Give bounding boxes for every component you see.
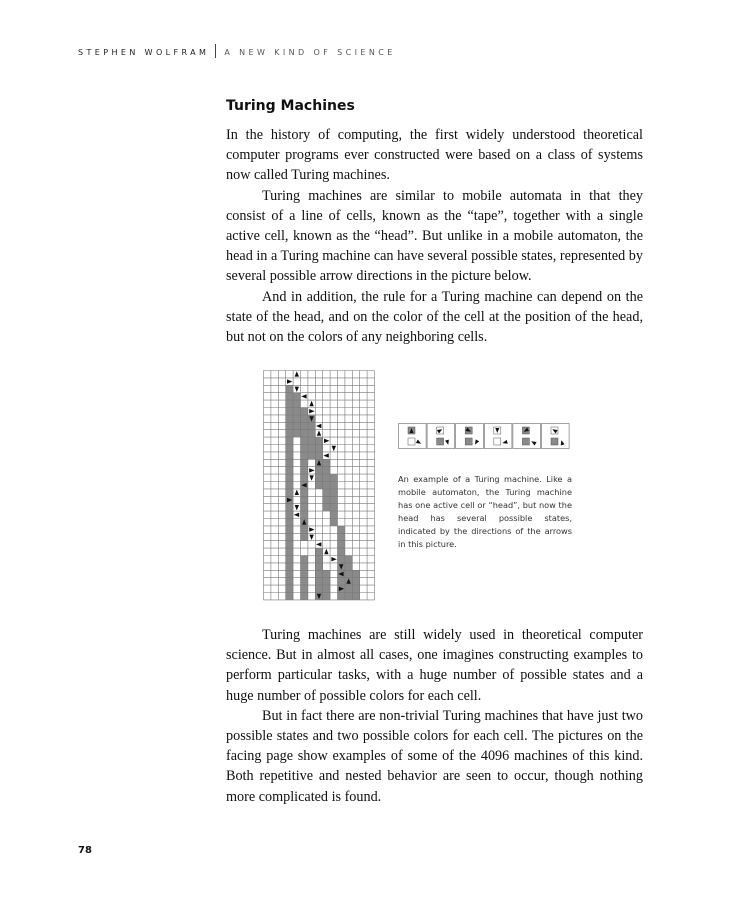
dark-cell [301, 422, 308, 429]
dark-cell [315, 563, 322, 570]
dark-cell [323, 585, 330, 592]
dark-cell [338, 548, 345, 555]
head-arrow-icon [332, 446, 336, 451]
head-arrow-icon [309, 535, 313, 540]
dark-cell [301, 526, 308, 533]
dark-cell [286, 511, 293, 518]
head-arrow-icon [295, 505, 299, 510]
head-arrow-icon [295, 490, 299, 495]
dark-cell [315, 570, 322, 577]
dark-cell [315, 452, 322, 459]
head-arrow-icon [309, 401, 313, 406]
rule-case [542, 424, 570, 449]
dark-cell [286, 563, 293, 570]
paragraph: Turing machines are still widely used in theoretical computer science. But in almost all cases, one imagines constructing examples to perform particular tasks, with a huge number of possible states and a huge number of possible colors for each cell. [226, 627, 643, 704]
head-arrow-icon [309, 409, 314, 413]
running-head [78, 44, 396, 58]
dark-cell [323, 593, 330, 600]
dark-cell [330, 511, 337, 518]
dark-cell [293, 415, 300, 422]
dark-cell [286, 422, 293, 429]
dark-cell [286, 504, 293, 511]
paragraph: But in fact there are non-trivial Turing machines that have just two possible states and two possible colors for each cell. The pictures on the facing page show examples of some of the 4096 machines of this kind. Both repetitive and nested behavior are seen to occur, though nothing more complicated is found. [226, 707, 643, 805]
head-arrow-icon [331, 557, 336, 561]
dark-cell [338, 556, 345, 563]
dark-cell [338, 593, 345, 600]
dark-cell [315, 474, 322, 481]
dark-cell [308, 422, 315, 429]
dark-cell [352, 585, 359, 592]
head-arrow-icon [301, 394, 306, 398]
head-arrow-icon [309, 475, 313, 480]
head-arrow-icon [324, 549, 328, 554]
dark-cell [315, 482, 322, 489]
dark-cell [308, 445, 315, 452]
dark-cell [301, 533, 308, 540]
dark-cell [308, 430, 315, 437]
dark-cell [315, 437, 322, 444]
dark-cell [286, 393, 293, 400]
dark-cell [301, 504, 308, 511]
dark-cell [301, 578, 308, 585]
dark-cell [345, 593, 352, 600]
dark-cell [286, 519, 293, 526]
dark-cell [352, 578, 359, 585]
dark-cell [315, 548, 322, 555]
dark-cell [286, 445, 293, 452]
dark-cell [323, 467, 330, 474]
dark-cell [315, 445, 322, 452]
dark-cell [301, 489, 308, 496]
dark-cell [338, 578, 345, 585]
dark-cell [293, 393, 300, 400]
dark-cell [301, 445, 308, 452]
dark-cell [330, 482, 337, 489]
dark-cell [286, 430, 293, 437]
dark-cell [323, 570, 330, 577]
head-arrow-icon [323, 453, 328, 457]
rule-case [399, 424, 427, 449]
dark-cell [330, 489, 337, 496]
dark-cell [286, 526, 293, 533]
dark-cell [286, 489, 293, 496]
dark-cell [301, 415, 308, 422]
dark-cell [330, 496, 337, 503]
rule-case [484, 424, 512, 449]
paragraph: And in addition, the rule for a Turing machine can depend on the state of the head, and on the color of the cell at the position of the head, but not on the colors of any neighboring cells. [226, 288, 643, 346]
dark-cell [301, 467, 308, 474]
dark-cell [301, 408, 308, 415]
dark-cell [301, 430, 308, 437]
head-arrow-icon [287, 379, 292, 383]
head-arrow-icon [324, 439, 329, 443]
turing-machine-evolution-figure [263, 370, 377, 603]
page-number: 78 [78, 845, 92, 856]
dark-cell [286, 385, 293, 392]
dark-cell [286, 548, 293, 555]
dark-cell [345, 563, 352, 570]
dark-cell [323, 496, 330, 503]
dark-cell [315, 585, 322, 592]
head-arrow-icon [295, 387, 299, 392]
dark-cell [352, 593, 359, 600]
dark-cell [345, 585, 352, 592]
dark-cell [286, 467, 293, 474]
dark-cell [323, 474, 330, 481]
head-arrow-icon [309, 527, 314, 531]
dark-cell [338, 533, 345, 540]
head-arrow-icon [295, 371, 299, 376]
dark-cell [286, 570, 293, 577]
dark-cell [286, 437, 293, 444]
head-arrow-icon [316, 542, 321, 546]
dark-cell [301, 496, 308, 503]
dark-cell [345, 570, 352, 577]
dark-cell [293, 422, 300, 429]
body-text-before-figure [226, 125, 643, 347]
dark-cell [286, 474, 293, 481]
dark-cell [293, 408, 300, 415]
head-arrow-icon [317, 430, 321, 435]
dark-cell [308, 437, 315, 444]
dark-cell [286, 585, 293, 592]
dark-cell [286, 408, 293, 415]
dark-cell [301, 556, 308, 563]
dark-cell [286, 482, 293, 489]
dark-cell [315, 467, 322, 474]
author-name: STEPHEN WOLFRAM [78, 48, 210, 57]
dark-cell [286, 533, 293, 540]
paragraph: Turing machines are similar to mobile automata in that they consist of a line of cells, known as the “tape”, together with a single active cell, known as the “head”. But unlike in a mobile automaton, the head in a Turing machine can have several possible states, represented by several possible arrow directions in the picture below. [226, 187, 643, 285]
book-title: A NEW KIND OF SCIENCE [224, 48, 396, 57]
dark-cell [301, 474, 308, 481]
paragraph: In the history of computing, the first widely understood theoretical computer programs ever constructed were based on a class of systems now called Turing machines. [226, 127, 643, 184]
dark-cell [301, 511, 308, 518]
dark-cell [286, 593, 293, 600]
dark-cell [323, 459, 330, 466]
dark-cell [286, 459, 293, 466]
dark-cell [352, 570, 359, 577]
dark-cell [301, 585, 308, 592]
dark-cell [301, 452, 308, 459]
rule-case [427, 424, 455, 449]
rule-case [456, 424, 484, 449]
rule-case [513, 424, 541, 449]
dark-cell [323, 489, 330, 496]
dark-cell [338, 541, 345, 548]
dark-cell [330, 474, 337, 481]
head-arrow-icon [294, 513, 299, 517]
dark-cell [286, 578, 293, 585]
turing-machine-rule-panel [398, 423, 570, 449]
dark-cell [301, 570, 308, 577]
dark-cell [293, 400, 300, 407]
section-title: Turing Machines [226, 98, 355, 114]
dark-cell [286, 556, 293, 563]
dark-cell [330, 519, 337, 526]
dark-cell [286, 452, 293, 459]
dark-cell [315, 556, 322, 563]
dark-cell [286, 415, 293, 422]
dark-cell [301, 593, 308, 600]
dark-cell [308, 452, 315, 459]
dark-cell [338, 526, 345, 533]
header-divider [215, 44, 216, 58]
figure-caption: An example of a Turing machine. Like a mobile automaton, the Turing machine has one active cell or “head”, but now the head has several possible states, indicated by the directions of the arrows in this picture. [398, 474, 572, 549]
dark-cell [330, 504, 337, 511]
dark-cell [345, 556, 352, 563]
head-arrow-icon [309, 468, 314, 472]
dark-cell [323, 482, 330, 489]
dark-cell [301, 563, 308, 570]
dark-cell [323, 578, 330, 585]
body-text-after-figure [226, 625, 643, 807]
dark-cell [301, 459, 308, 466]
dark-cell [323, 504, 330, 511]
dark-cell [293, 430, 300, 437]
head-arrow-icon [316, 424, 321, 428]
dark-cell [301, 437, 308, 444]
dark-cell [286, 400, 293, 407]
dark-cell [286, 541, 293, 548]
dark-cell [315, 578, 322, 585]
